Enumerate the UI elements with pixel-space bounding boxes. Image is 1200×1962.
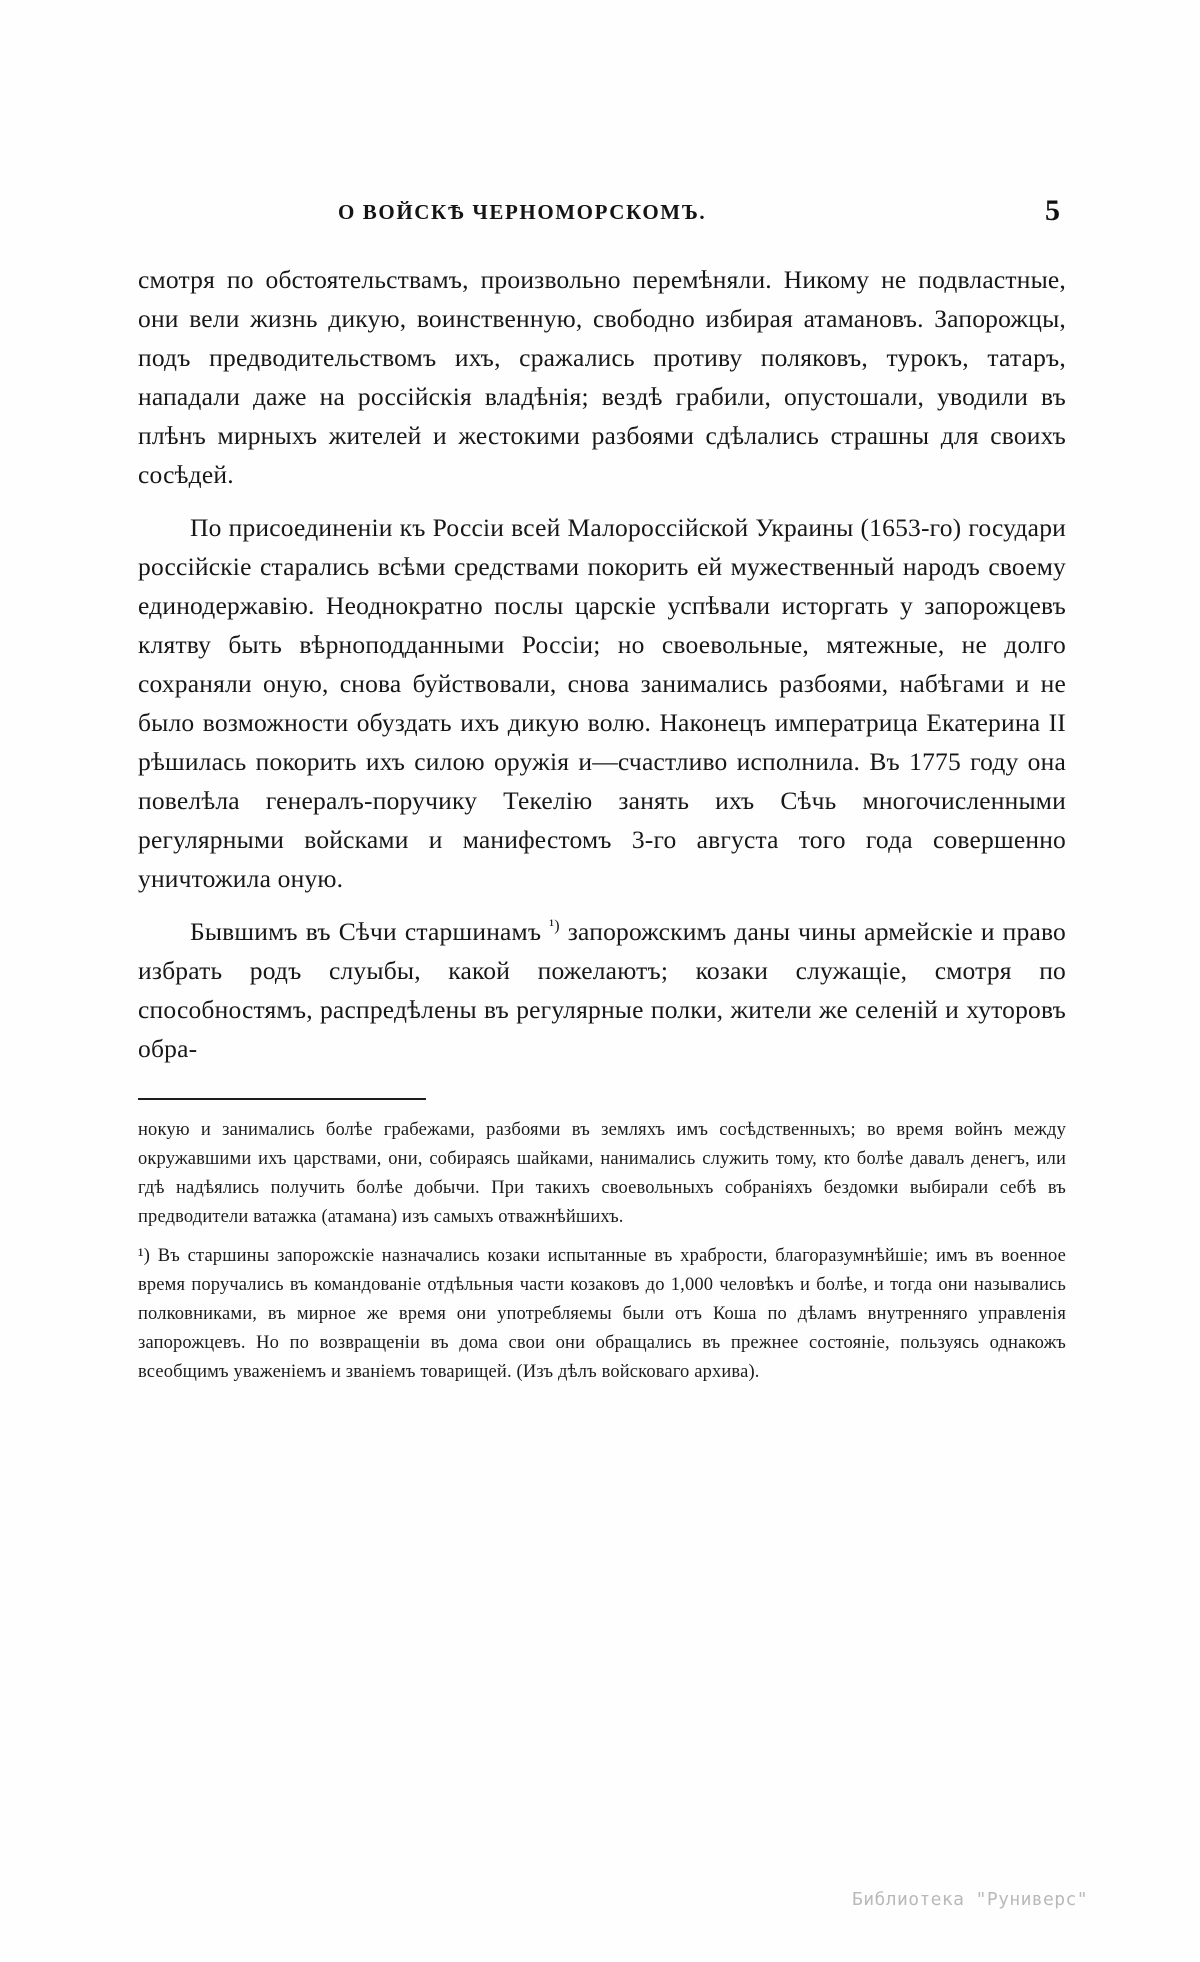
footnote-note-1-marker: ¹) <box>138 1246 151 1266</box>
footnote-note-1 <box>138 1242 1066 1387</box>
paragraph-3 <box>138 912 1066 1068</box>
footnote-note-1-text: Въ старшины запорожскіе назначались козаки испытанные въ храбрости, благоразумнѣйшіе; имъ въ военное время поручались въ командованіе отдѣльныя части козаковъ до 1,000 человѣкъ и болѣе, и тогда они назывались полковниками, въ мирное же время они употребляемы были отъ Коша по дѣламъ внутренняго управленія запорожцевъ. Но по возвращеніи въ дома свои они обращались въ прежнее состояніе, пользуясь однакожъ всеобщимъ уваженіемъ и званіемъ товарищей. (Изъ дѣлъ войсковаго архива). <box>138 1246 1066 1382</box>
footnote-block <box>138 1116 1066 1387</box>
page-content <box>138 194 1066 1389</box>
footnote-marker-1: ¹) <box>549 917 560 935</box>
running-head <box>138 194 1066 242</box>
running-head-title: О ВОЙСКѢ ЧЕРНОМОРСКОМЪ. <box>338 200 707 224</box>
body-text <box>138 260 1066 1068</box>
library-watermark: Библиотека "Руниверс" <box>852 1889 1088 1910</box>
footnote-continued: нокую и занимались болѣе грабежами, разбоями въ земляхъ имъ сосѣдственныхъ; во время войнъ между окружавшими ихъ царствами, они, собираясь шайками, нанимались служить тому, кто болѣе давалъ денегъ, или гдѣ надѣялись получить болѣе добычи. При такихъ своевольныхъ собраніяхъ бездомки выбирали себѣ въ предводители ватажка (атамана) изъ самыхъ отважнѣйшихъ. <box>138 1120 1066 1227</box>
paragraph-1: смотря по обстоятельствамъ, произвольно перемѣняли. Никому не подвластные, они вели жизнь дикую, воинственную, свободно избирая атамановъ. Запорожцы, подъ предводительствомъ ихъ, сражались противу поляковъ, турокъ, татаръ, нападали даже на россійскія владѣнія; вездѣ грабили, опустошали, уводили въ плѣнъ мирныхъ жителей и жестокими разбоями сдѣлались страшны для своихъ сосѣдей. <box>138 265 1066 489</box>
paragraph-2: По присоединеніи къ Россіи всей Малороссійской Украины (1653-го) государи россійскіе старались всѣми средствами покорить ей мужественный народъ своему единодержавію. Неоднократно послы царскіе успѣвали исторгать у запорожцевъ клятву быть вѣрноподданными Россіи; но своевольные, мятежные, не долго сохраняли оную, снова буйствовали, снова занимались разбоями, набѣгами и не было возможности обуздать ихъ дикую волю. Наконецъ императрица Екатерина II рѣшилась покорить ихъ силою оружія и—счастливо исполнила. Въ 1775 году она повелѣла генералъ-поручику Текелію занять ихъ Сѣчь многочисленными регулярными войсками и манифестомъ 3-го августа того года совершенно уничтожила оную. <box>138 513 1066 893</box>
paragraph-3-before-marker: Бывшимъ въ Сѣчи старшинамъ <box>190 917 550 946</box>
footnote-divider <box>138 1098 426 1100</box>
paragraph-3-after-marker: запорожскимъ даны чины армейскіе и право избрать родъ слуыбы, какой пожелаютъ; козаки служащіе, смотря по способностямъ, распредѣлены въ регулярные полки, жители же селеній и хуторовъ обра- <box>138 917 1066 1063</box>
page-number: 5 <box>1045 194 1060 227</box>
